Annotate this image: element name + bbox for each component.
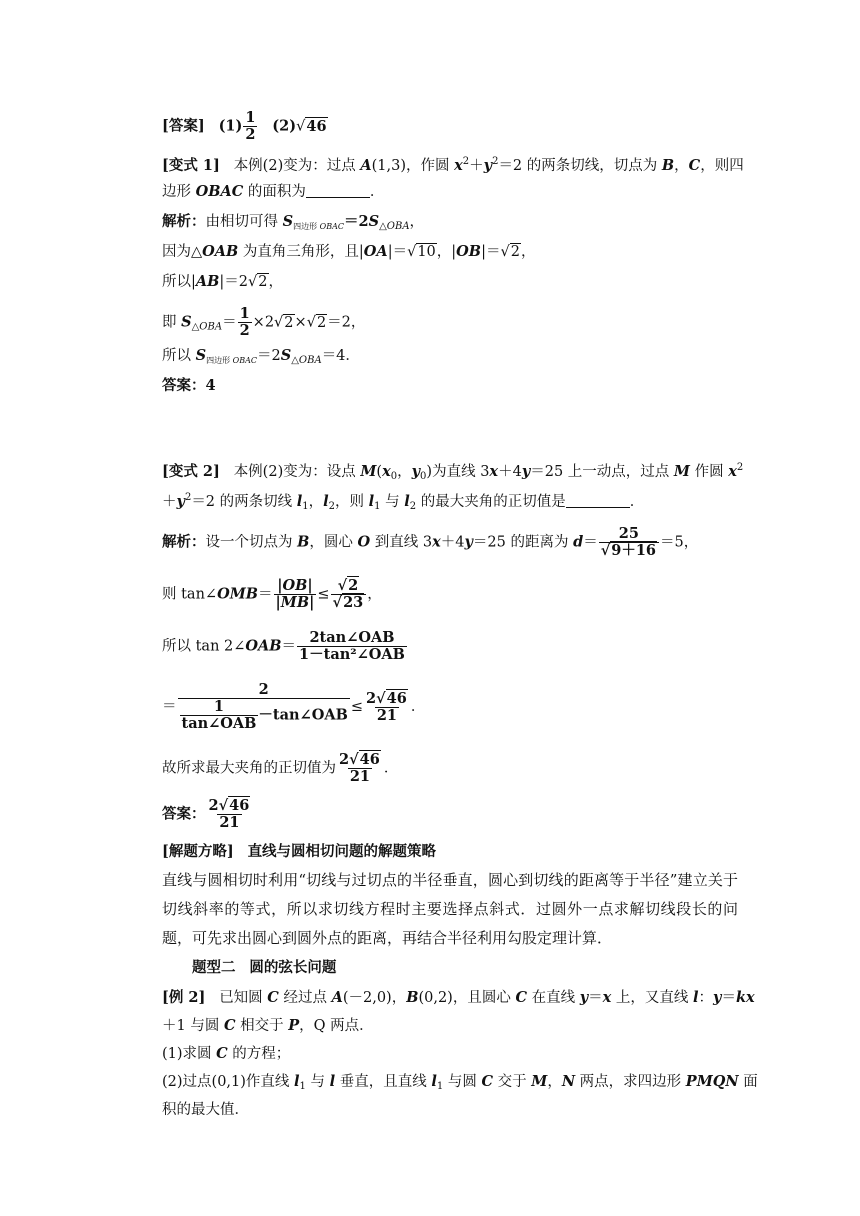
variant1-solution-line4: 即 $S_{\triangle OBA}=$ $\frac{1}{2}$ ×2√2×√2＝2，: [162, 305, 366, 339]
complex-fraction: 2 $\frac{1}{\text{tan∠OAB}}$ －tan∠OAB: [178, 682, 350, 732]
fraction: $\frac{√2}{√23}$: [331, 578, 367, 611]
variant2-answer: 答案： $\frac{2√46}{21}$: [162, 798, 253, 831]
example2-part2-line2: 积的最大值．: [162, 1102, 249, 1118]
variant1-solution-line1: 解析：由相切可得 $S_{四边形 OBAC}=2S_{\triangle OBA}$，: [162, 213, 425, 232]
variant2-solution-line2: 则 tan∠OMB＝ $\frac{|OB|}{|MB|}$ ≤ $\frac{√2}{√23}$ ，: [162, 577, 382, 611]
answer-blank: [306, 183, 370, 198]
variant1-solution-line5: 所以 $S_{四边形 OBAC}=2S_{\triangle OBA}=4$．: [162, 347, 360, 366]
variant1-question-line2: 边形 OBAC 的面积为 ．: [162, 183, 385, 200]
example2-part1: (1)求圆 C 的方程；: [162, 1045, 291, 1062]
example2-part2-line1: (2)过点(0,1)作直线 $l_1$ 与 l 垂直，且直线 $l_1$ 与圆 C 交于 M，N 两点，求四边形 PMQN 面: [162, 1073, 758, 1092]
variant2-solution-line3: 所以 tan 2∠OAB＝ $\frac{\text{2tan∠OAB}}{\text{1－tan²∠OAB}}$: [162, 629, 405, 663]
answer-label: [答案]: [162, 117, 205, 135]
fraction: $\frac{2√46}{21}$: [208, 797, 250, 831]
variant2-question-line1: [变式 2] 本例(2)变为：设点 $M(x_0$，$y_0$)为直线 3x＋4y＝25 上一动点，过点 M 作圆 $x^2$: [162, 462, 744, 482]
section-heading: 题型二 圆的弦长问题: [192, 959, 337, 976]
radical: 46: [306, 117, 327, 135]
fraction: $\frac{\text{2tan∠OAB}}{\text{1－tan²∠OAB}}$: [299, 629, 405, 663]
variant1-solution-line3: 所以|AB|＝2√2，: [162, 273, 284, 290]
example2-line2: ＋1 与圆 C 相交于 P，Q 两点．: [162, 1017, 374, 1034]
fraction: $\frac{25}{√9+16}$: [599, 526, 659, 559]
variant2-solution-line1: 解析：设一个切点为 B，圆心 O 到直线 3x＋4y＝25 的距离为 d＝ $\frac{25}{√9+16}$ ＝5，: [162, 525, 699, 559]
fraction: $\frac{2√46}{21}$: [366, 689, 407, 724]
fraction: $\frac{2√46}{21}$: [339, 751, 380, 785]
method-paragraph: 直线与圆相切时利用“切线与过切点的半径垂直，圆心到切线的距离等于半径”建立关于切线斜率的等式，所以求切线方程时主要选择点斜式．过圆外一点求解切线段长的问题，可先求出圆心到圆外点的距离，再结合半径利用勾股定理计算．: [162, 871, 738, 947]
method-label: [解题方略]: [162, 843, 234, 860]
solution-label: 解析：: [162, 213, 206, 230]
variant1-solution-line2: 因为△OAB 为直角三角形，且|OA|＝√10，|OB|＝√2，: [162, 243, 536, 260]
variant1-answer: 答案：4: [162, 377, 216, 394]
variant2-question-line2: $+y^2=2$ 的两条切线 $l_1$，$l_2$，则 $l_1$ 与 $l_2$ 的最大夹角的正切值是 ．: [162, 492, 645, 512]
example2-line1: [例 2] 已知圆 C 经过点 A(－2,0)，B(0,2)，且圆心 C 在直线 y＝x 上，又直线 l：y＝kx: [162, 989, 755, 1006]
variant2-solution-line5: 故所求最大夹角的正切值为 $\frac{2√46}{21}$ ．: [162, 751, 399, 785]
example2-label: [例 2]: [162, 989, 206, 1006]
solution-label: 解析：: [162, 533, 206, 551]
method-title: 直线与圆相切问题的解题策略: [247, 843, 437, 860]
answer-line: [答案] (1) $\frac{1}{2}$ (2)√46: [162, 109, 327, 143]
fraction: $\frac{1}{2}$: [245, 109, 256, 143]
variant2-label: [变式 2]: [162, 463, 220, 480]
method-heading: [162, 842, 436, 862]
variant1-label: [变式 1]: [162, 157, 220, 174]
fraction: $\frac{|OB|}{|MB|}$: [275, 577, 315, 611]
answer-blank: [566, 493, 630, 508]
variant2-solution-line4: ＝ 2 $\frac{1}{\text{tan∠OAB}}$ －tan∠OAB ≤ $\frac{2√46}{21}$ ．: [162, 681, 426, 732]
variant1-question-line1: [变式 1] 本例(2)变为：过点 A(1,3)，作圆 $x^2+y^2=2$ 的两条切线，切点为 B，C，则四: [162, 156, 744, 174]
